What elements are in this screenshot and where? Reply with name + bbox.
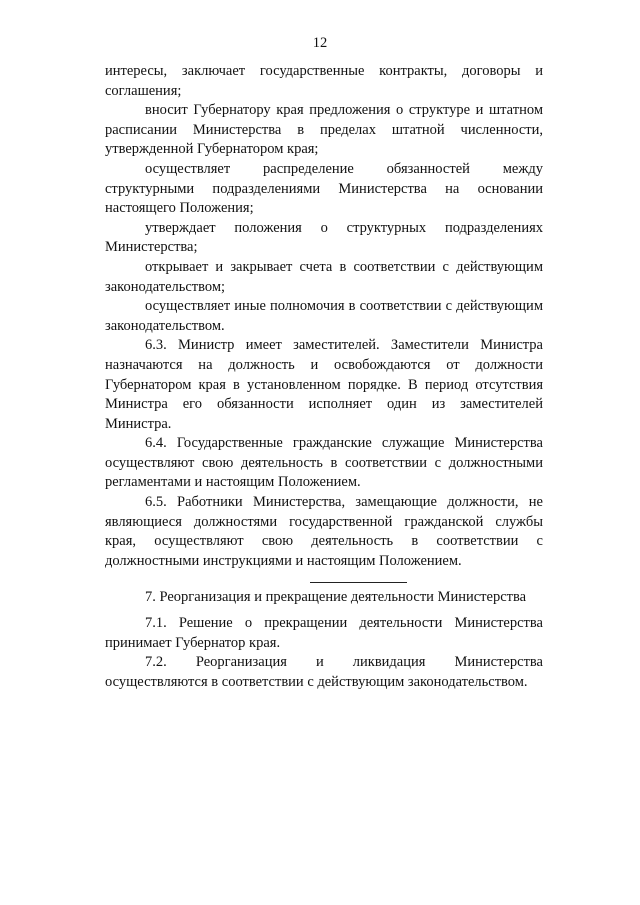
section-heading-7: 7. Реорганизация и прекращение деятельности Министерства bbox=[145, 589, 527, 606]
paragraph-7-1: 7.1. Решение о прекращении деятельности Министерства принимает Губернатор края. bbox=[105, 615, 543, 651]
paragraph-6-3: 6.3. Министр имеет заместителей. Заместители Министра назначаются на должность и освобождаются от должности Губернатором края в установленном порядке. В период отсутствия Министра его обязанности исполняет один из заместителей Министра. bbox=[105, 337, 543, 432]
paragraph-6-5: 6.5. Работники Министерства, замещающие должности, не являющиеся должностями государственной гражданской службы края, осуществляют свою деятельность в соответствии с должностными инструкциями и настоящим Положением. bbox=[105, 494, 543, 569]
paragraph-6-4: 6.4. Государственные гражданские служащие Министерства осуществляют свою деятельность в соответствии с должностными регламентами и настоящим Положением. bbox=[105, 435, 543, 491]
end-rule-divider bbox=[310, 582, 407, 583]
paragraph-other-powers: осуществляет иные полномочия в соответствии с действующим законодательством. bbox=[105, 298, 543, 334]
paragraph-7-2: 7.2. Реорганизация и ликвидация Министерства осуществляются в соответствии с действующим законодательством. bbox=[105, 654, 543, 690]
paragraph-accounts: открывает и закрывает счета в соответствии с действующим законодательством; bbox=[105, 258, 543, 295]
document-body bbox=[105, 62, 543, 692]
paragraph-interests: интересы, заключает государственные контракты, договоры и соглашения; bbox=[105, 63, 543, 99]
paragraph-staffing-proposals: вносит Губернатору края предложения о структуре и штатном расписании Министерства в пределах штатной численности, утвержденной Губернатором края; bbox=[105, 102, 543, 158]
page-number: 12 bbox=[312, 35, 328, 51]
paragraph-duty-distribution: осуществляет распределение обязанностей между структурными подразделениями Министерства на основании настоящего Положения; bbox=[105, 160, 543, 217]
paragraph-approve-regulations: утверждает положения о структурных подразделениях Министерства; bbox=[105, 219, 543, 256]
